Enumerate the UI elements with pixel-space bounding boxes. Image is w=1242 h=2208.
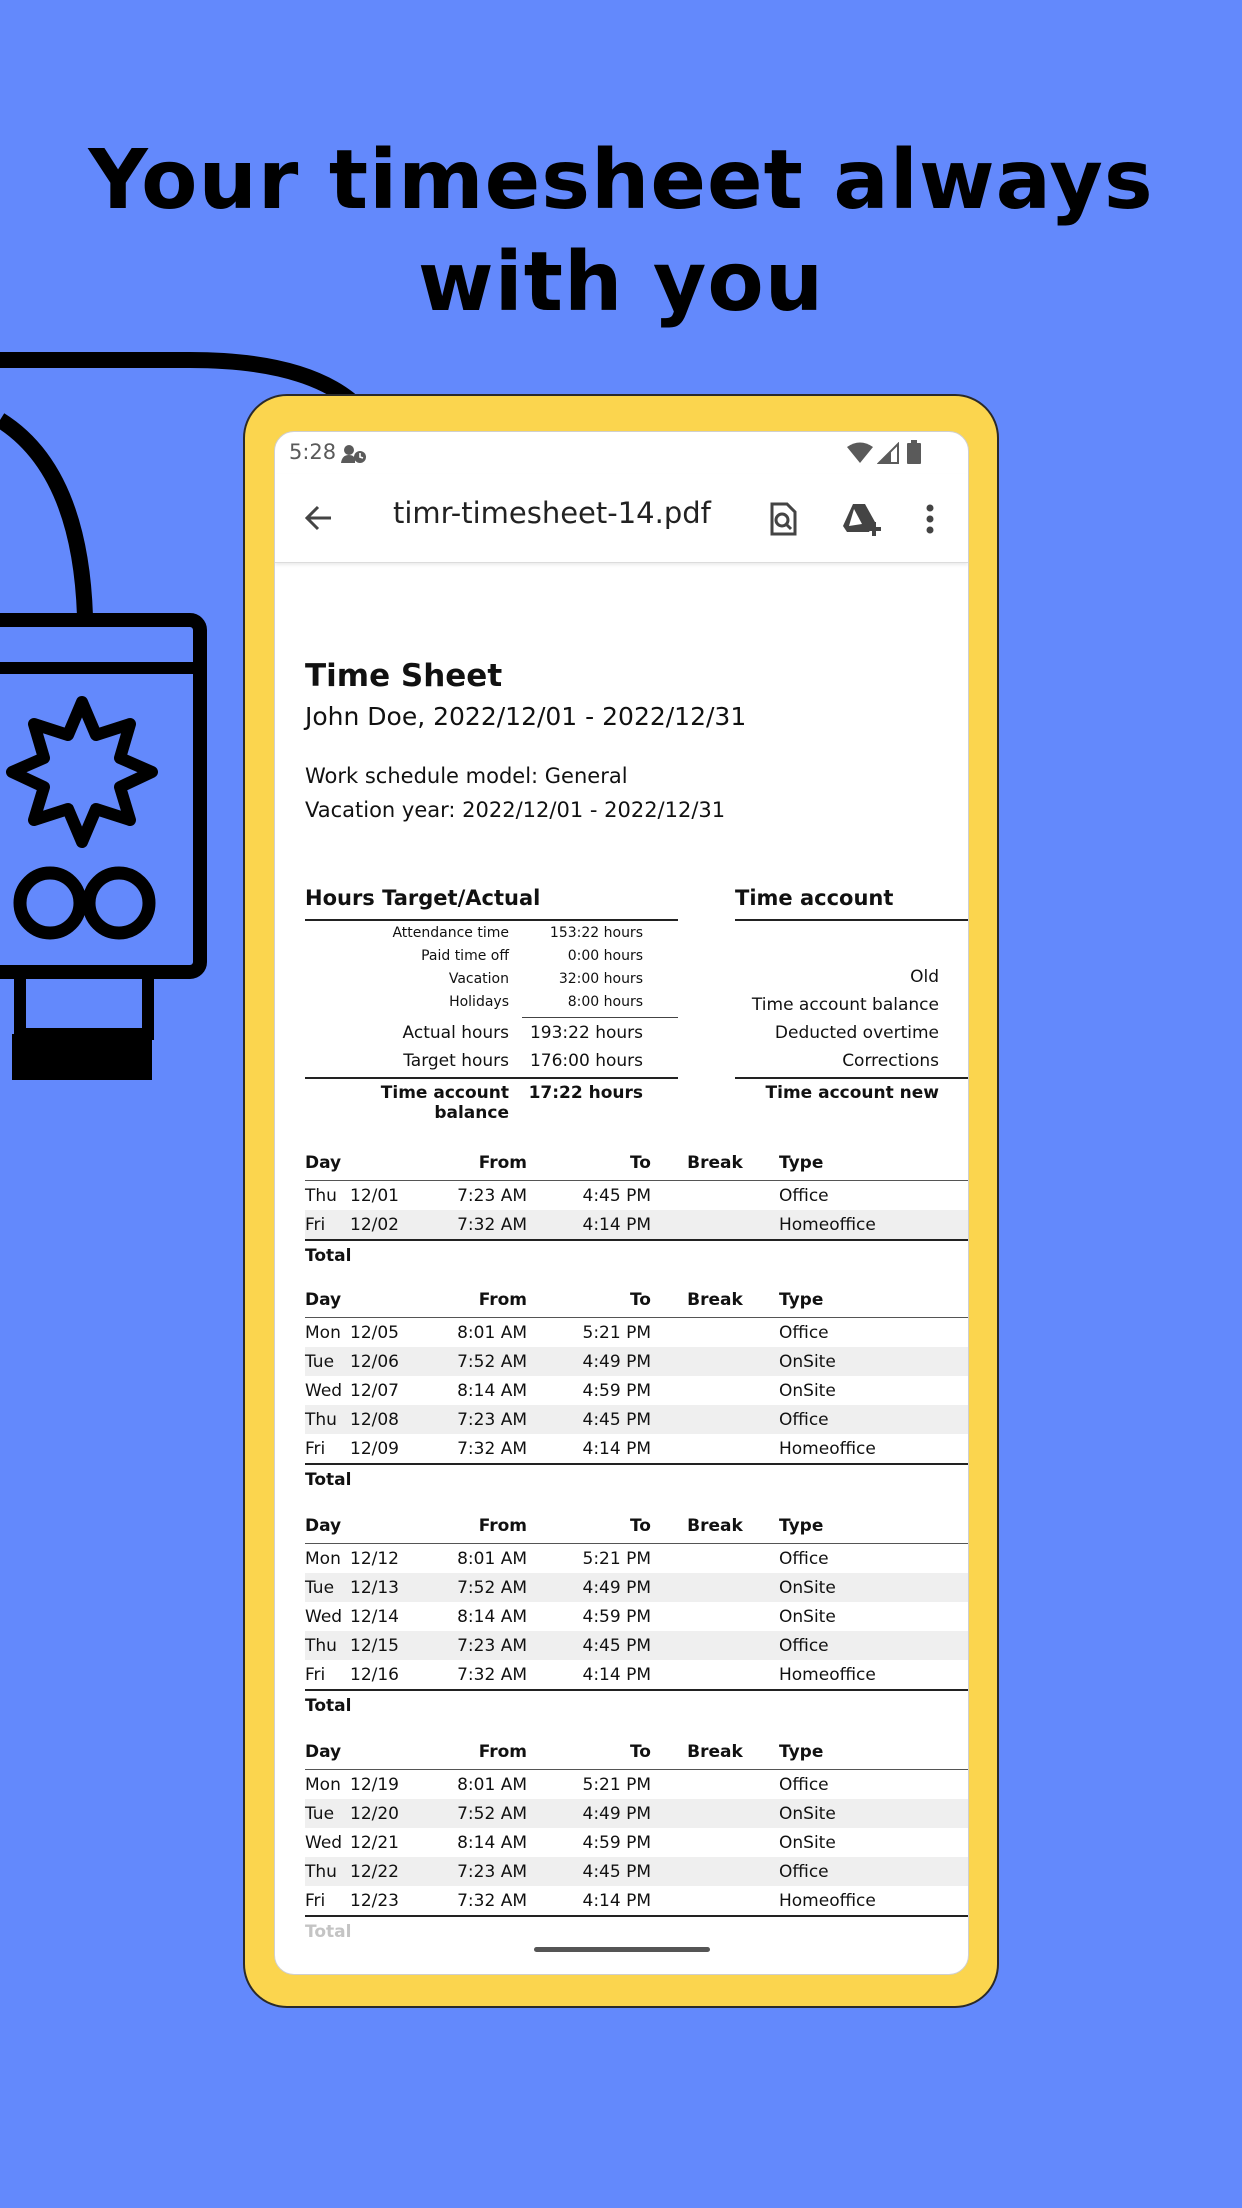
cell-day: Tue — [305, 1799, 350, 1828]
cell-from: 8:14 AM — [457, 1380, 527, 1401]
col-to: To — [527, 1283, 651, 1318]
holidays-value: 8:00 hours — [567, 994, 643, 1010]
cell-type: OnSite — [779, 1799, 968, 1828]
dial-right-icon — [89, 873, 149, 933]
cell-date: 12/20 — [350, 1799, 410, 1828]
cell-date: 12/02 — [350, 1210, 410, 1240]
vacation-label: Vacation — [448, 971, 509, 987]
cell-type: Office — [779, 1857, 968, 1886]
target-value: 176:00 hours — [529, 1051, 643, 1071]
cell-day: Fri — [305, 1664, 326, 1685]
cell-day: Mon — [305, 1548, 341, 1569]
cell-date: 12/09 — [350, 1438, 399, 1459]
cell-from: 8:14 AM — [457, 1832, 527, 1853]
balance-label: Time account balance — [380, 1083, 509, 1123]
cell-from: 7:52 AM — [410, 1573, 527, 1602]
col-type: Type — [779, 1735, 968, 1770]
table-row — [305, 1573, 968, 1602]
cell-from: 7:52 AM — [410, 1347, 527, 1376]
table-row — [305, 1602, 968, 1631]
schedule-model: Work schedule model: General — [305, 764, 628, 788]
cell-day: Thu — [305, 1405, 350, 1434]
cell-from: 8:01 AM — [457, 1774, 527, 1795]
total-label: Total — [305, 1916, 968, 1947]
more-vert-icon[interactable] — [926, 504, 934, 534]
account-clock-icon — [341, 444, 367, 464]
cell-type: Homeoffice — [779, 1438, 876, 1459]
col-to: To — [527, 1735, 651, 1770]
col-from: From — [410, 1735, 527, 1770]
table-row — [305, 1405, 968, 1434]
cell-date: 12/16 — [350, 1664, 399, 1685]
find-in-page-icon[interactable] — [769, 502, 797, 536]
cell-date: 12/07 — [350, 1380, 399, 1401]
cell-date: 12/14 — [350, 1606, 399, 1627]
file-title: timr-timesheet-14.pdf — [393, 496, 711, 530]
week-table — [305, 1283, 968, 1495]
total-label: Total — [305, 1690, 968, 1721]
cell-to: 4:49 PM — [527, 1347, 651, 1376]
col-type: Type — [779, 1283, 968, 1318]
total-label: Total — [305, 1240, 968, 1271]
account-old: Old — [910, 967, 939, 987]
hours-heading: Hours Target/Actual — [305, 886, 541, 910]
dial-left-icon — [20, 873, 80, 933]
cell-type: OnSite — [779, 1380, 836, 1401]
cell-to: 4:49 PM — [527, 1573, 651, 1602]
cell-type: Office — [779, 1631, 968, 1660]
week-table — [305, 1735, 968, 1947]
cell-day: Mon — [305, 1322, 341, 1343]
cell-type: OnSite — [779, 1606, 836, 1627]
total-label: Total — [305, 1464, 968, 1495]
cell-day: Mon — [305, 1774, 341, 1795]
col-from: From — [410, 1283, 527, 1318]
cell-to: 4:45 PM — [527, 1405, 651, 1434]
col-day: Day — [305, 1509, 350, 1544]
cell-to: 5:21 PM — [582, 1774, 651, 1795]
week-table — [305, 1146, 968, 1271]
table-row — [305, 1434, 968, 1464]
home-indicator[interactable] — [534, 1947, 710, 1952]
cell-from: 7:52 AM — [410, 1799, 527, 1828]
cell-date: 12/01 — [350, 1185, 399, 1206]
cell-to: 4:45 PM — [527, 1631, 651, 1660]
cell-type: Office — [779, 1322, 829, 1343]
app-bar — [275, 474, 968, 563]
cell-type: Homeoffice — [779, 1210, 968, 1240]
account-new-rule — [735, 1077, 968, 1079]
balance-rule — [305, 1077, 678, 1079]
phone-screen — [274, 431, 969, 1975]
col-break: Break — [651, 1735, 779, 1770]
status-bar — [275, 432, 968, 474]
cell-to: 4:14 PM — [582, 1664, 651, 1685]
account-heading: Time account — [735, 886, 894, 910]
table-row — [305, 1376, 968, 1405]
cell-to: 4:14 PM — [582, 1890, 651, 1911]
back-arrow-icon[interactable] — [305, 505, 333, 531]
col-day: Day — [305, 1283, 350, 1318]
doc-title: Time Sheet — [305, 658, 503, 694]
table-row — [305, 1770, 968, 1800]
col-break: Break — [651, 1146, 779, 1181]
cell-date: 12/21 — [350, 1832, 399, 1853]
attendance-value: 153:22 hours — [549, 925, 643, 941]
cell-to: 4:45 PM — [527, 1857, 651, 1886]
table-row — [305, 1857, 968, 1886]
cell-to: 5:21 PM — [582, 1548, 651, 1569]
headline-line-2: with you — [417, 235, 825, 330]
cell-type: Office — [779, 1185, 829, 1206]
cell-to: 4:59 PM — [582, 1832, 651, 1853]
account-corrections: Corrections — [842, 1051, 939, 1071]
total-row — [305, 1464, 968, 1495]
account-rule — [735, 919, 968, 921]
col-to: To — [527, 1509, 651, 1544]
sun-icon — [12, 702, 152, 842]
drive-add-icon[interactable] — [843, 502, 883, 536]
cell-day: Fri — [305, 1438, 326, 1459]
table-row — [305, 1886, 968, 1916]
cell-date: 12/08 — [350, 1405, 410, 1434]
table-row — [305, 1318, 968, 1348]
account-new: Time account new — [765, 1083, 939, 1103]
cell-from: 7:23 AM — [410, 1631, 527, 1660]
cell-from: 7:32 AM — [410, 1210, 527, 1240]
cell-to: 4:49 PM — [527, 1799, 651, 1828]
cell-from: 8:14 AM — [457, 1606, 527, 1627]
cell-to: 4:14 PM — [527, 1210, 651, 1240]
cell-from: 7:32 AM — [457, 1664, 527, 1685]
col-type: Type — [779, 1146, 968, 1181]
actual-value: 193:22 hours — [529, 1023, 643, 1043]
col-to: To — [527, 1146, 651, 1181]
actual-label: Actual hours — [402, 1023, 509, 1043]
cell-type: Homeoffice — [779, 1890, 876, 1911]
col-type: Type — [779, 1509, 968, 1544]
cell-from: 7:32 AM — [457, 1438, 527, 1459]
cell-type: Homeoffice — [779, 1664, 876, 1685]
table-row — [305, 1631, 968, 1660]
wifi-icon — [847, 442, 873, 464]
cell-from: 7:32 AM — [457, 1890, 527, 1911]
table-row — [305, 1181, 968, 1211]
cell-from: 7:23 AM — [410, 1857, 527, 1886]
cell-date: 12/19 — [350, 1774, 399, 1795]
cell-from: 7:23 AM — [410, 1405, 527, 1434]
cell-type: OnSite — [779, 1573, 968, 1602]
cell-to: 4:59 PM — [582, 1380, 651, 1401]
cell-to: 5:21 PM — [582, 1322, 651, 1343]
col-from: From — [410, 1146, 527, 1181]
cell-date: 12/15 — [350, 1631, 410, 1660]
table-row — [305, 1660, 968, 1690]
cell-from: 7:23 AM — [457, 1185, 527, 1206]
week-table — [305, 1509, 968, 1721]
cell-date: 12/22 — [350, 1857, 410, 1886]
total-row — [305, 1240, 968, 1271]
target-label: Target hours — [403, 1051, 509, 1071]
account-deducted: Deducted overtime — [774, 1023, 939, 1043]
col-day: Day — [305, 1735, 350, 1770]
cell-to: 4:14 PM — [582, 1438, 651, 1459]
table-row — [305, 1828, 968, 1857]
table-row — [305, 1799, 968, 1828]
cell-type: Office — [779, 1548, 829, 1569]
cell-day: Fri — [305, 1890, 326, 1911]
holidays-label: Holidays — [449, 994, 509, 1010]
paid-value: 0:00 hours — [567, 948, 643, 964]
cell-day: Thu — [305, 1857, 350, 1886]
cell-type: OnSite — [779, 1832, 836, 1853]
cell-to: 4:45 PM — [582, 1185, 651, 1206]
status-time: 5:28 — [289, 440, 337, 464]
cell-type: OnSite — [779, 1347, 968, 1376]
hours-rule — [305, 919, 678, 921]
cell-to: 4:59 PM — [582, 1606, 651, 1627]
subtotal-rule — [522, 1017, 678, 1018]
col-break: Break — [651, 1509, 779, 1544]
cell-day: Tue — [305, 1347, 350, 1376]
attendance-label: Attendance time — [392, 925, 509, 941]
table-row — [305, 1210, 968, 1240]
cell-day: Tue — [305, 1573, 350, 1602]
col-day: Day — [305, 1146, 350, 1181]
cell-date: 12/23 — [350, 1890, 399, 1911]
cell-from: 8:01 AM — [457, 1322, 527, 1343]
cell-date: 12/05 — [350, 1322, 399, 1343]
account-balance: Time account balance — [751, 995, 939, 1015]
cell-day: Wed — [305, 1380, 343, 1401]
cell-date: 12/13 — [350, 1573, 410, 1602]
cell-date: 12/06 — [350, 1347, 410, 1376]
headline-line-1: Your timesheet always — [88, 133, 1154, 228]
cell-from: 8:01 AM — [457, 1548, 527, 1569]
vacation-year: Vacation year: 2022/12/01 - 2022/12/31 — [305, 798, 726, 822]
cell-signal-icon — [877, 442, 899, 464]
doc-subtitle: John Doe, 2022/12/01 - 2022/12/31 — [305, 702, 747, 731]
total-row — [305, 1690, 968, 1721]
balance-value: 17:22 hours — [528, 1083, 643, 1103]
vacation-value: 32:00 hours — [558, 971, 643, 987]
col-from: From — [410, 1509, 527, 1544]
cell-day: Thu — [305, 1631, 350, 1660]
col-break: Break — [651, 1283, 779, 1318]
cell-day: Fri — [305, 1210, 350, 1240]
cell-type: Office — [779, 1774, 829, 1795]
cell-day: Wed — [305, 1606, 343, 1627]
cell-type: Office — [779, 1405, 968, 1434]
table-row — [305, 1544, 968, 1574]
total-row — [305, 1916, 968, 1947]
table-row — [305, 1347, 968, 1376]
battery-icon — [907, 440, 921, 464]
cell-day: Wed — [305, 1832, 343, 1853]
cell-day: Thu — [305, 1185, 337, 1206]
paid-label: Paid time off — [421, 948, 509, 964]
headline — [0, 130, 1242, 334]
cell-date: 12/12 — [350, 1548, 399, 1569]
